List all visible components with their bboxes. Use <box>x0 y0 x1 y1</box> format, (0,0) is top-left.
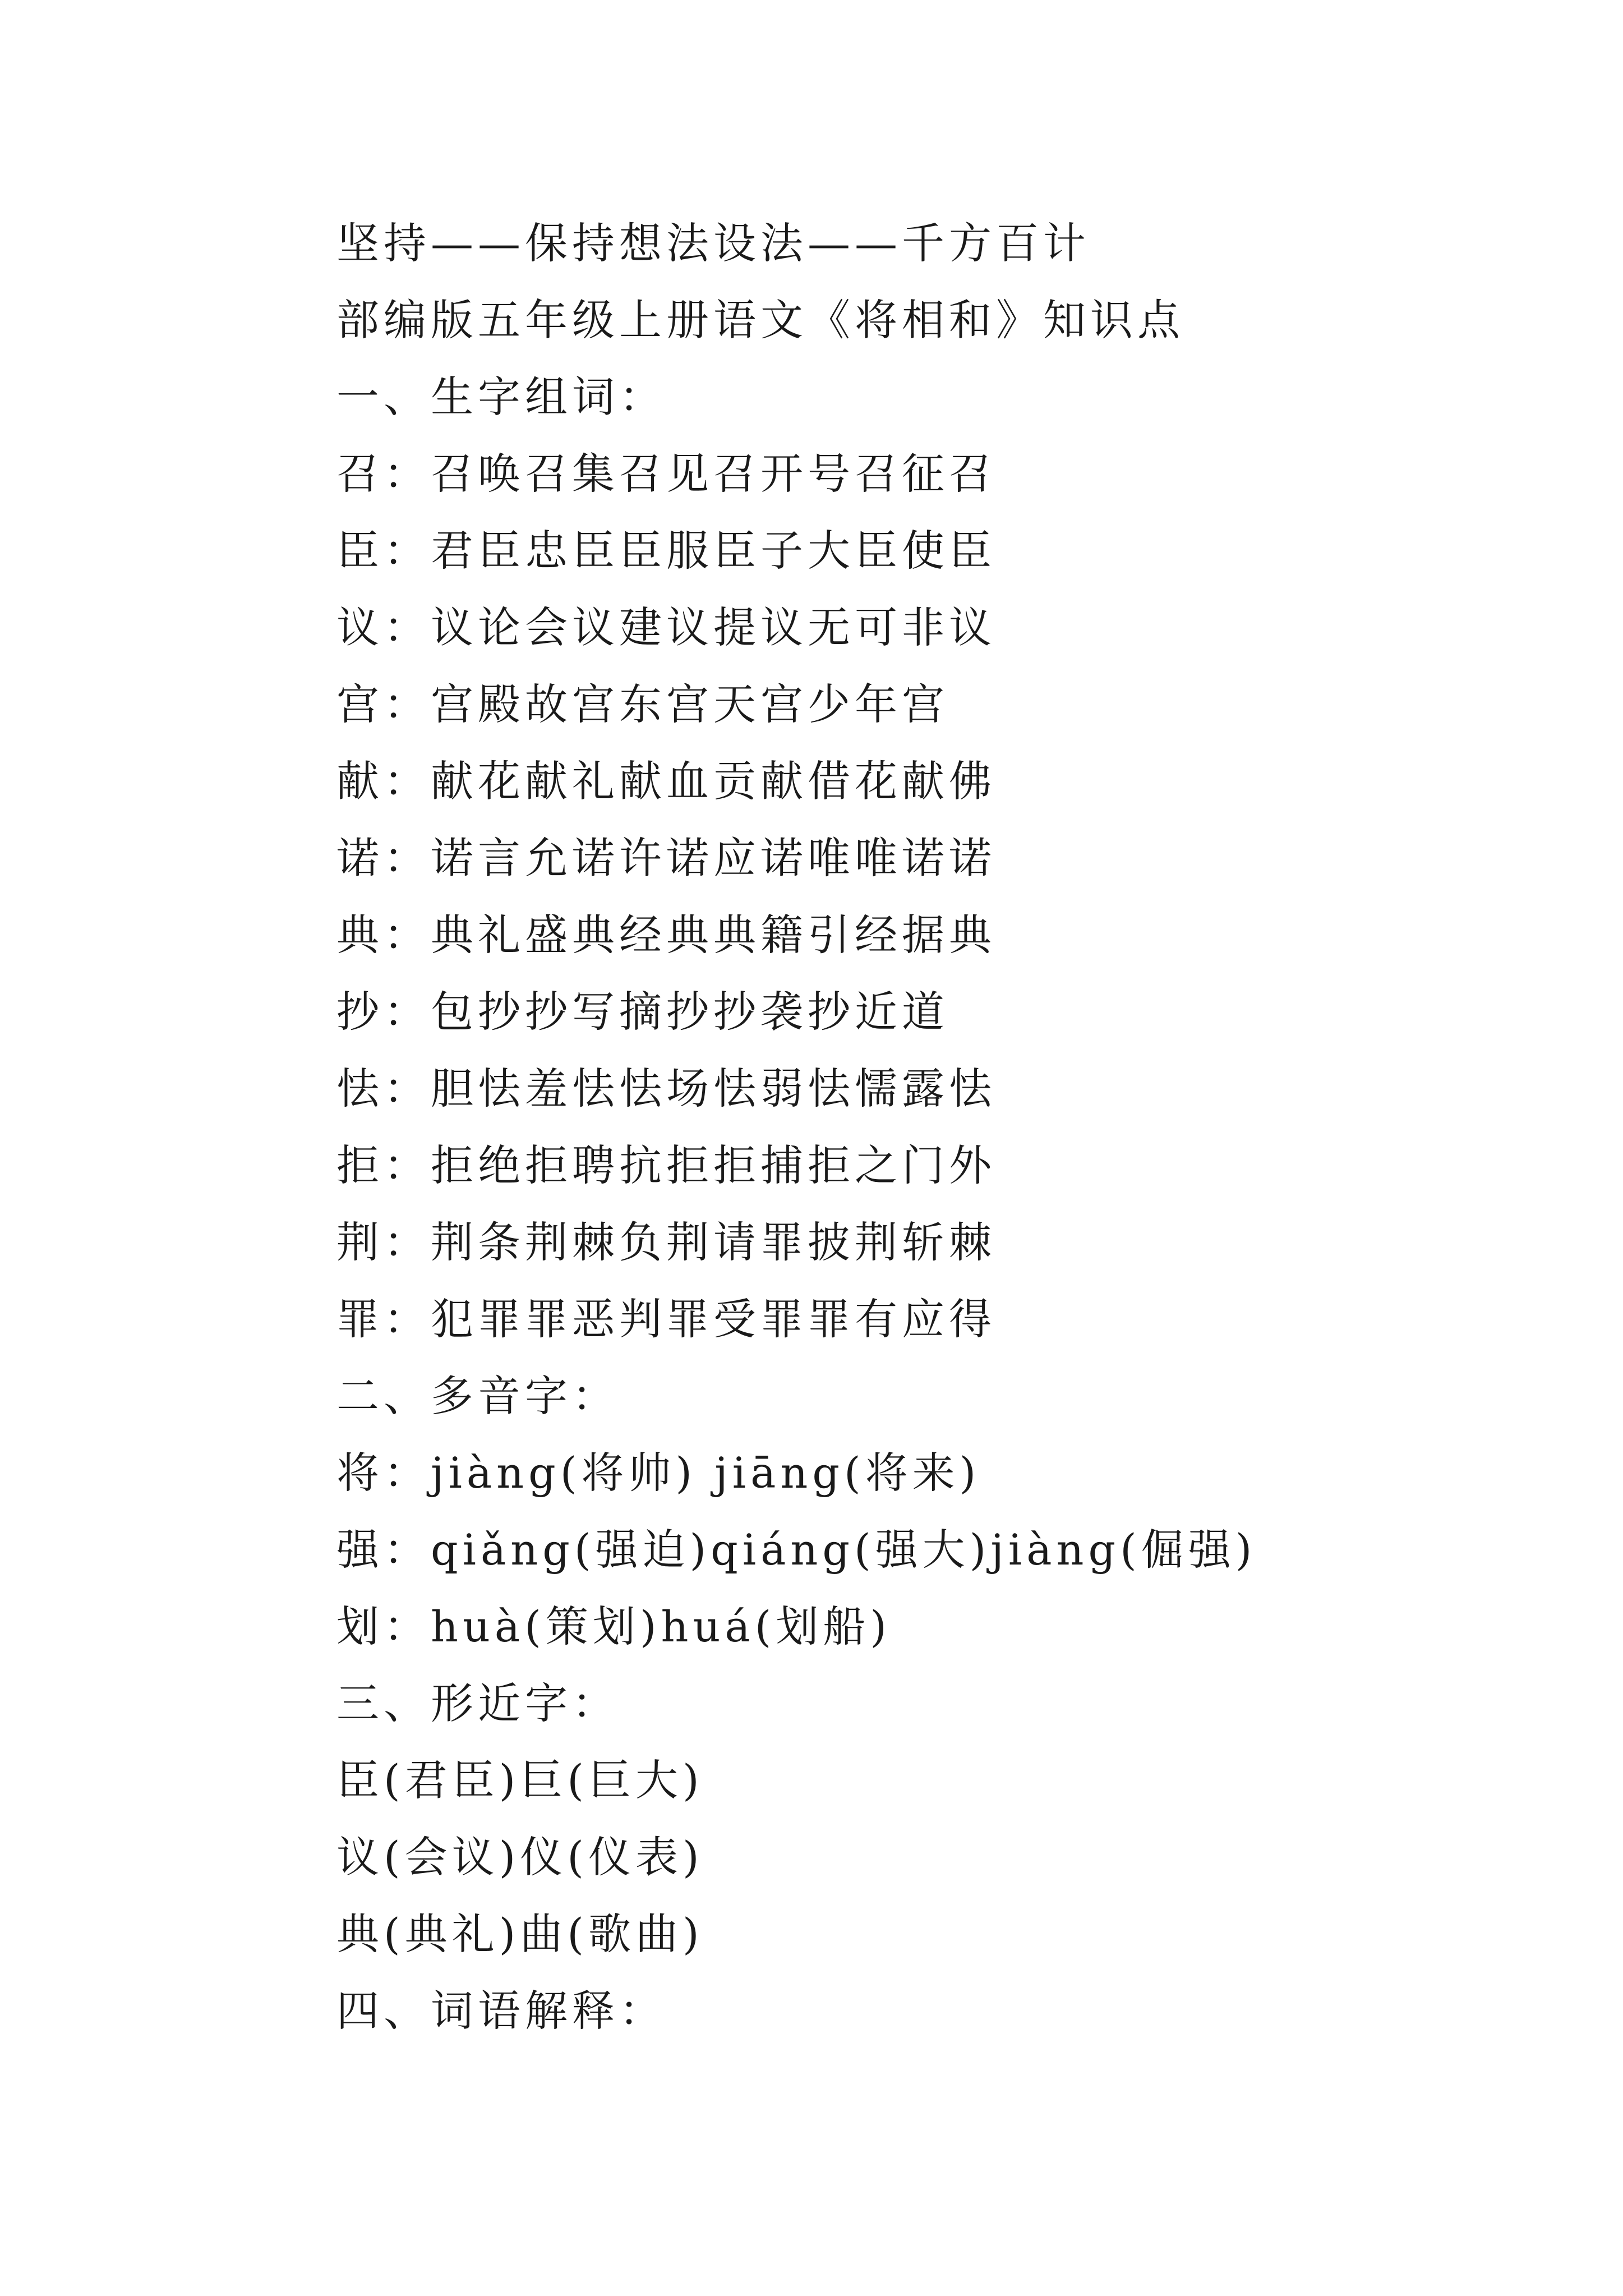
section-heading-polyphonic: 二、多音字： <box>336 1371 619 1421</box>
motto-line: 坚持——保持想法设法——千方百计 <box>336 218 1090 268</box>
word-group-line: 荆：荆条荆棘负荆请罪披荆斩棘 <box>336 1217 996 1267</box>
word-group-line: 召：召唤召集召见召开号召征召 <box>336 449 996 499</box>
document-title: 部编版五年级上册语文《将相和》知识点 <box>336 295 1184 345</box>
word-group-line: 抄：包抄抄写摘抄抄袭抄近道 <box>336 987 949 1037</box>
polyphonic-line: 强：qiǎng(强迫)qiáng(强大)jiàng(倔强) <box>336 1525 1257 1575</box>
word-group-line: 拒：拒绝拒聘抗拒拒捕拒之门外 <box>336 1140 996 1190</box>
section-heading-new-characters: 一、生字组词： <box>336 372 666 422</box>
word-group-line: 怯：胆怯羞怯怯场怯弱怯懦露怯 <box>336 1064 996 1114</box>
word-group-line: 典：典礼盛典经典典籍引经据典 <box>336 910 996 960</box>
word-group-line: 献：献花献礼献血贡献借花献佛 <box>336 756 996 806</box>
word-group-line: 罪：犯罪罪恶判罪受罪罪有应得 <box>336 1294 996 1344</box>
word-group-line: 臣：君臣忠臣臣服臣子大臣使臣 <box>336 526 996 576</box>
section-heading-similar-characters: 三、形近字： <box>336 1678 619 1728</box>
word-group-line: 诺：诺言允诺许诺应诺唯唯诺诺 <box>336 833 996 883</box>
polyphonic-line: 将：jiàng(将帅) jiāng(将来) <box>336 1448 981 1498</box>
polyphonic-line: 划：huà(策划)huá(划船) <box>336 1602 892 1651</box>
similar-character-line: 臣(君臣)巨(巨大) <box>336 1755 704 1805</box>
document-body <box>336 205 1514 2049</box>
word-group-line: 议：议论会议建议提议无可非议 <box>336 602 996 652</box>
similar-character-line: 典(典礼)曲(歌曲) <box>336 1909 704 1959</box>
word-group-line: 宫：宫殿故宫东宫天宫少年宫 <box>336 679 949 729</box>
similar-character-line: 议(会议)仪(仪表) <box>336 1832 704 1882</box>
section-heading-word-explanation: 四、词语解释： <box>336 1986 666 2036</box>
